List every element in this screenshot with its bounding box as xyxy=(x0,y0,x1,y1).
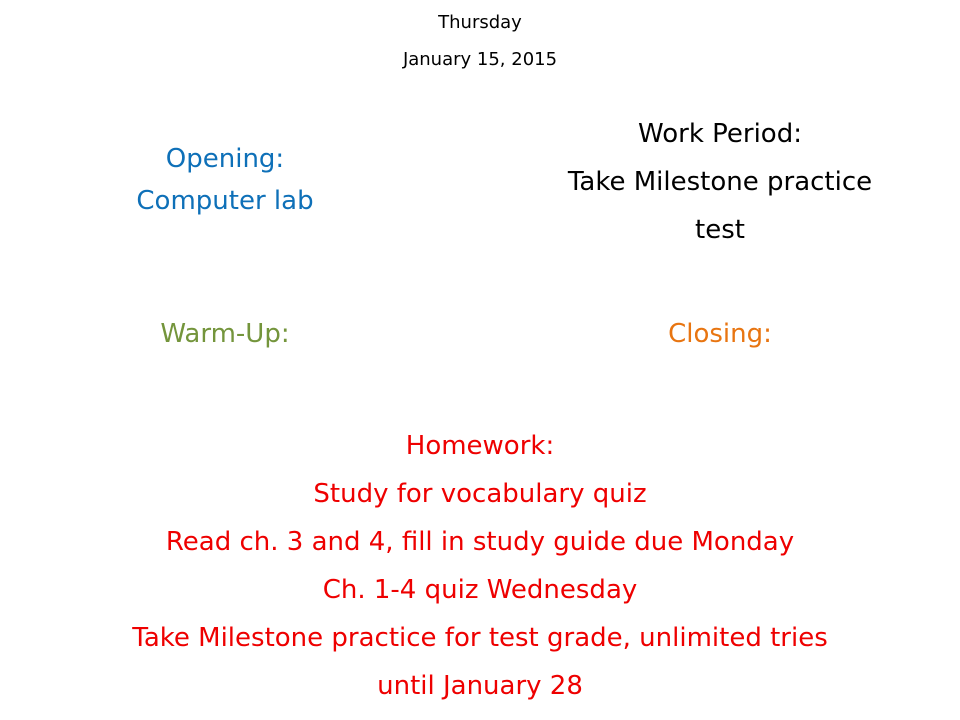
homework-item: Take Milestone practice for test grade, unlimited tries xyxy=(132,623,828,653)
opening-label: Opening: xyxy=(165,144,285,174)
date-label: January 15, 2015 xyxy=(402,49,558,70)
day-label: Thursday xyxy=(438,12,522,33)
homework-item: until January 28 xyxy=(377,671,583,701)
closing-section xyxy=(485,312,955,356)
opening-text: Computer lab xyxy=(136,186,314,216)
homework-item: Study for vocabulary quiz xyxy=(313,479,647,509)
homework-section xyxy=(0,422,960,710)
work-period-section xyxy=(485,110,955,254)
homework-item: Ch. 1-4 quiz Wednesday xyxy=(322,575,638,605)
homework-label: Homework: xyxy=(405,431,555,461)
warm-up-label: Warm-Up: xyxy=(160,319,290,349)
work-period-line: Take Milestone practice xyxy=(567,167,873,197)
work-period-label: Work Period: xyxy=(638,119,802,149)
closing-label: Closing: xyxy=(668,319,772,349)
work-period-line: test xyxy=(695,215,745,245)
homework-item: Read ch. 3 and 4, fill in study guide due Monday xyxy=(165,527,795,557)
warm-up-section xyxy=(60,312,390,356)
opening-section xyxy=(60,138,390,222)
